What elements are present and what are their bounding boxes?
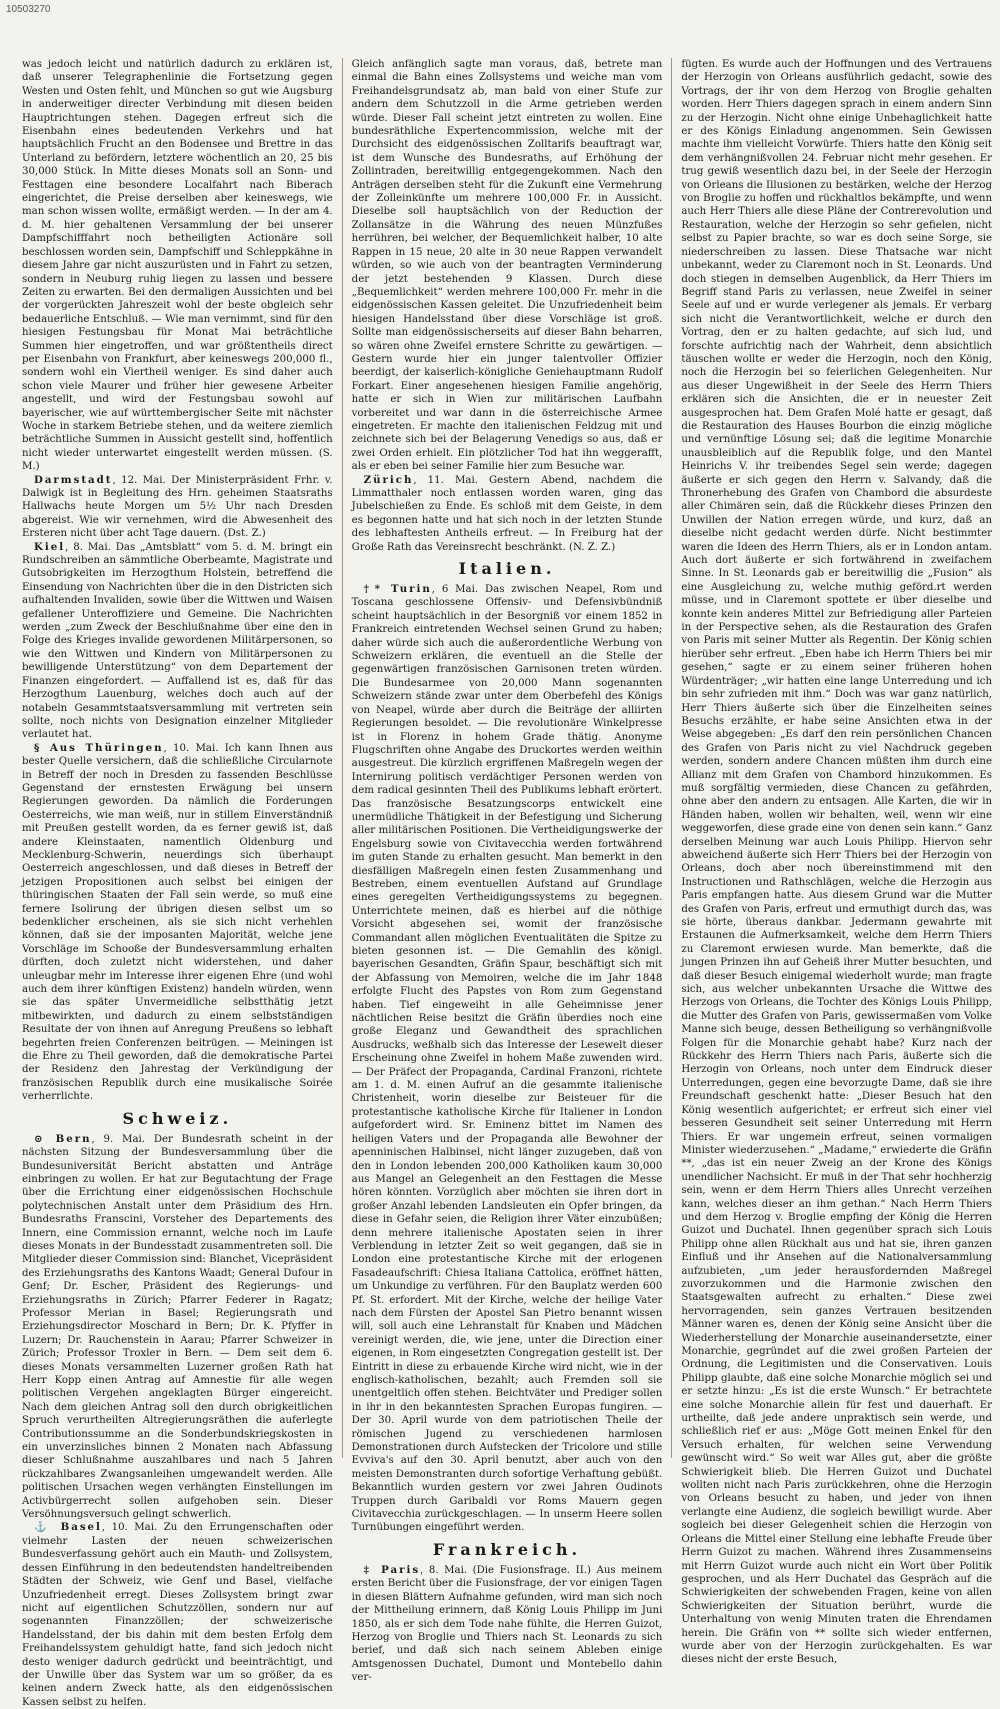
article-text: Ich kann Ihnen aus bester Quelle versichern, daß die schließliche Circularnote in Betreff der noch in Dresden zu fassenden Beschlüsse Gegenstand der ernstesten Erwägung bei unsern Regierungen geworden. Da nämlich die Forderungen Oesterreichs, wie man weiß, nur in stillem Einverständniß mit Preußen gestellt worden, da es ferner gewiß ist, daß andere Kleinstaaten, namentlich Oldenburg und Mecklenburg-Schwerin, neuerdings sich überhaupt Oesterreich angeschlossen, und daß dieses in Betreff der jetzigen Propositionen auch selbst bei einigen der thüringischen Staaten der Fall sein werde, so muß eine fernere Isolirung der übrigen diesen selbst um so bedenklicher erscheinen, als sie sich nicht verhehlen können, daß sie der imposanten Majorität, welche jene Vorschläge im Schooße der Bundesversammlung erhalten dürften, doch zuletzt nicht widerstehen, und daher unleugbar mehr im Interesse ihrer eigenen Ehre (und wohl auch dem ihrer künftigen Existenz) handeln würden, wenn sie das später Unvermeidliche selbstthätig jetzt mitbewirkten, und dadurch zu einem selbstständigen Resultate der von ihnen auf Anregung Preußens so lebhaft begehrten freien Conferenzen beitrügen. — Meiningen ist die Ehre zu Theil geworden, daß die demokratische Partei der Residenz den Jahrestag der Verkündigung der französischen Republik durch eine musikalische Soirée verherrlichte. — [22, 742, 333, 1103]
dateline-place: Darmstadt — [34, 473, 113, 486]
article-paragraph — [352, 583, 663, 1535]
section-heading: Frankreich. — [432, 1539, 582, 1559]
article-paragraph — [22, 541, 333, 742]
article-paragraph — [22, 1521, 333, 1709]
page-id: 10503270 — [6, 4, 51, 15]
article-paragraph — [22, 1133, 333, 1522]
article-text: Gestern Abend, nachdem die Limmatthaler noch entlassen worden waren, ging das Jubelschießen zu Ende. Es schloß mit dem Geiste, in dem es begonnen hatte und hat sich noch in der letzten Stunde des lebhaftesten Antheils erfreut. — In Freiburg hat der Große Rath das Vereinsrecht beschränkt. (N. Z. Z.) — [351, 474, 663, 553]
dateline-date: , 10. Mai. — [101, 1522, 158, 1534]
article-paragraph: fügten. Es wurde auch der Hoffnungen und des Vertrauens der Herzogin von Orleans ausführlich gedacht, sowie des Vortrags, der ihr von dem Herzog von Broglie gehalten worden. Herr Thiers dagegen sprach in einem andern Sinn zu der Herzogin. Nicht ohne einige Unbehaglichkeit hatte er des Königs Einladung angenommen. Sein Gewissen machte ihm vielleicht Vorwürfe. Thiers hatte den König seit dem verhängnißvollen 24. Februar nicht mehr gesehen. Er trug gewiß wesentlich dazu bei, in der Seele der Herzogin von Orleans die Illusionen zu bestärken, welche der Herzog von Broglie zu hoffen und rückhaltlos bekämpfte, und wenn auch Herr Thiers alle diese Pläne der Contrerevolution und Restauration, welche der Herzogin so sehr gefielen, nicht selbst zu Papier brachte, so war es doch seine Sorge, sie niederschreiben zu lassen. Diese Thatsache war nicht unbekannt, weder zu Claremont noch in St. Leonards. Und doch stiegen in demselben Augenblick, da Herr Thiers im Begriff stand Paris zu verlassen, neue Zweifel in seiner Seele auf und er wurde verlegener als jemals. Er verbarg sich nicht die Verantwortlichkeit, welche er durch den Vortrag, den er zu halten gedachte, auf sich lud, und forschte aufrichtig nach der Wahrheit, denn absichtlich täuschen wollte er weder die Herzogin, noch den König, noch die Herzogin bei so feierlichen Gelegenheiten. Nur aus dieser Ungewißheit in der Seele des Herrn Thiers erklären sich die Ansichten, die er in neuester Zeit ausgesprochen hat. Dem Grafen Molé hatte er gesagt, daß die Restauration des Hauses Bourbon die einzig mögliche und vernünftige Lösung sei; daß die legitime Monarchie unausbleiblich auf die Republik folge, und den Mantel Heinrichs V. ihr treibendes Segel sein werde; dagegen äußerte er sich gegen den Herrn v. Salvandy, daß die Thronerhebung des Grafen von Chambord die absurdeste aller Chimären sein, daß die Rückkehr dieses Prinzen den Unwillen der Nation erregen würde, und kurz, daß an dieselbe nicht gedacht werden dürfe. Nicht bestimmter waren die Ideen des Herrn Thiers, als er in London antam. Auch dort äußerte er sich fortwährend in zweifachem Sinne. In St. Leonards gab er bereitwillig die „Fusion“ als eine Ausgleichung zu, welche muthig geförd.rt werden müsse, und in Claremont spottete er über dieselbe und konnte kein anderes Mittel zur Befriedigung aller Parteien in der Perspective sehen, als die Restauration des Grafen von Paris mit seiner Mutter als Regentin. Der König schien hierüber sehr erfreut. „Eben habe ich Herrn Thiers bei mir gesehen,“ sagte er zu einem seiner früheren hohen Würdenträger; „wir hatten eine lange Unterredung und ich bin sehr zufrieden mit ihm.“ Doch was war ganz natürlich, Herr Thiers äußerte sich über die Einzelheiten seines Besuchs erzählte, er habe seine Ansichten etwa in der Weise abgegeben: „Es darf den rein persönlichen Chancen des Grafen von Paris nicht zu viel Nachdruck gegeben werden, sondern andere Chancen müßten ihm durch eine Allianz mit dem Grafen von Chambord hinzukommen. Es muß sorgfältig vermieden, diese Chancen zu gefährden, ohne aber den andern zu entsagen. Alle Karten, die wir in Händen haben, wollen wir behalten, weil, wenn wir eine weggeworfen, diese grade eine von denen sein kann.“ Ganz derselben Meinung war auch Louis Philipp. Hiervon sehr abweichend äußerte sich Herr Thiers bei der Herzogin von Orleans, doch aber noch übereinstimmend mit den Instructionen und Rathschlägen, welche die Herzogin aus Paris empfangen hatte. Aus diesem Grund war die Mutter des Grafen von Paris, erfreut und ermuthigt durch das, was sie hörte, überaus dankbar. Jedermann gewahrte mit Erstaunen die Aufmerksamkeit, welche dem Herrn Thiers zu Claremont erwiesen wurde. Man bemerkte, daß die jungen Prinzen ihn auf Geheiß ihrer Mutter besuchten, und daß dieser Besuch einigemal wiederholt wurde; man fragte sich, aus welcher unbekannten Ursache die Wittwe des Herzogs von Orleans, die Tochter des Königs Louis Philipp, die Mutter des Grafen von Paris, gewissermaßen vom Volke Manne sich beuge, dessen Betheiligung so verhängnißvolle Folgen für die Monarchie gehabt habe? Kurz nach der Rückkehr des Herrn Thiers nach Paris, äußerte sich die Herzogin von Orleans, noch unter dem Eindruck dieser Unterredungen, gegen eine bevorzugte Dame, daß sie ihre Freundschaft geschenkt hatte: „Dieser Besuch hat den König wesentlich aufgerichtet; er erfreut sich einer viel besseren Gesundheit seit seiner Unterredung mit Herrn Thiers. Er war ungemein erfreut, seinen vormaligen Minister wiederzusehen.“ „Madame,“ erwiederte die Gräfin **, „das ist ein neuer Zweig an der Krone des Königs unendlicher Nachsicht. Er muß in der That sehr hochherzig sein, wenn er dem Herrn Thiers alles Unrecht verzeihen kann, welches dieser an ihm gethan.“ Nach Herrn Thiers und dem Herzog v. Broglie empfing der König die Herren Guizot und Duchatel. Ihnen gegenüber sprach sich Louis Philipp ohne allen Rückhalt aus und hat sie, ihren ganzen Einfluß und ihr Ansehen auf die Nationalversammlung aufzubieten, „um jeder herausfordernden Maßregel zuvorzukommen und die Harmonie zwischen den Staatsgewalten aufrecht zu erhalten.“ Diese zwei hervorragenden, sein ganzes Vertrauen besitzenden Männer waren es, denen der König seine Ansicht über die Wiederherstellung der Monarchie auseinandersetzte, einer Monarchie, gegründet auf die zwei großen Parteien der Ordnung, die Legitimisten und die Conservativen. Louis Philipp glaubte, daß eine solche Monarchie möglich sei und er setzte hinzu: „Es ist die erste Wunsch.“ Er betrachtete eine solche Monarchie allein für fest und dauerhaft. Er urtheilte, daß jede andere unpraktisch sein werde, und schließlich rief er aus: „Möge Gott meinen Enkel für den Versuch erhalten, für welchen seine Verwendung gewünscht wird.“ So weit war Alles gut, aber die größte Schwierigkeit blieb. Die Herren Guizot und Duchatel wollten nicht nach Paris zurückkehren, ohne die Herzogin von Orleans besucht zu haben, und jeder von ihnen verlangte eine Audienz, die sogleich bewilligt wurde. Aber sogleich bei dieser Gelegenheit schien die Herzogin von Orleans die Mittel einer Stellung eine lebhafte Freude über Herrn Guizot zu machen. Während ihres Zusammenseins mit Herrn Guizot wurde auch nicht ein Wort über Politik gesprochen, und als Herr Duchatel das Gespräch auf die Schwierigkeiten der schwebenden Fragen, keine von allen Schwierigkeiten der Situation berührt, wurde die Unterhaltung von wenig Minuten traten die Ehrendamen herein. Die Gräfin von ** sollte sich wieder entfernen, wurde aber von der Herzogin zurückgehalten. Es war dieses nicht der erste Besuch, — [681, 59, 993, 1666]
article-paragraph: was jedoch leicht und natürlich dadurch zu erklären ist, daß unserer Telegraphenlinie die Fortsetzung gegen Westen und Osten fehlt, und München so gut wie Augsburg in anderweitiger directer Verbindung mit diesen beiden Hauptrichtungen stehen. Dagegen erfreut sich die Eisenbahn eines bedeutenden Verkehrs und hat hauptsächlich Frucht an den Bodensee und Brettre in das Unterland zu befördern, letztere wöchentlich an 20, 25 bis 30,000 Stück. In Mitte dieses Monats soll an Sonn- und Festtagen eine besondere Localfahrt nach Biberach eingerichtet, die Preise derselben aber keineswegs, wie man schon wissen wollte, ermäßigt werden. — In der am 4. d. M. hier gehaltenen Versammlung der bei unserer Dampfschifffahrt noch betheiligten Actionäre soll beschlossen worden sein, Dampfschiff und Schleppkähne in diesem Jahre gar nicht auszurüsten und in Fahrt zu setzen, sondern in Neuburg ruhig liegen zu lassen und bessere Zeiten zu erwarten. Bei den dermaligen Aussichten und bei der vorgerückten Jahreszeit wohl der beste obgleich sehr bedauerliche Entschluß. — Wie man vernimmt, sind für den hiesigen Festungsbau für Monat Mai beträchtliche Summen hier eingetroffen, und war größtentheils direct per Eisenbahn von Frankfurt, aber keineswegs 200,000 fl., sondern wohl ein Viertheil weniger. Es sind daher auch schon viele Maurer und früher hier gewesene Arbeiter angestellt, und wird der Festungsbau sowohl auf bayerischer, wie auf württembergischer Seite mit nächster Woche in starkem Betriebe stehen, und da weitere ziemlich beträchtliche Summen in Aussicht gestellt sind, hoffentlich nicht wieder unterwartet eingestellt werden müssen. (S. M.) — [22, 59, 333, 473]
article-paragraph — [352, 474, 663, 554]
section-heading: Schweiz. — [122, 1108, 233, 1128]
dateline-place: Zürich — [363, 473, 414, 486]
dateline-place: †* Turin — [363, 583, 432, 596]
section-heading: Italien. — [458, 559, 556, 579]
dateline-place: ‡ Paris — [363, 1563, 421, 1576]
article-paragraph: Gleich anfänglich sagte man voraus, daß, betrete man einmal die Bahn eines Zollsystems und weiche man vom Freihandelsgrundsatz ab, man bald von einer Stufe zur andern dem Schutzzoll in die Arme getrieben werden würde. Dieser Fall scheint jetzt eintreten zu wollen. Eine bundesräthliche Expertencommission, welche mit der Durchsicht des eidgenössischen Zolltarifs beauftragt war, ist dem Wunsche des Bundesraths, auf Erhöhung der Zollintraden, bereitwillig entgegengekommen. Nach den Anträgen derselben steht für die Zukunft eine Vermehrung der Zolleinkünfte um mehrere 100,000 Fr. in Aussicht. Dieselbe soll hauptsächlich von der Reduction der Zollansätze in die Währung des neuen Münzfußes herrühren, bei welcher, der Bequemlichkeit halber, 10 alte Rappen in 15 neue, 20 alte in 30 neue Rappen verwandelt würden, so wie auch von der beantragten Verminderung der jetzt bestehenden 9 Klassen. Durch diese „Bequemlichkeit“ werden mehrere 100,000 Fr. mehr in die eidgenössischen Kassen geleitet. Die Unzufriedenheit beim hiesigen Handelsstand über diese Vorschläge ist groß. Sollte man eidgenössischerseits auf dieser Bahn beharren, so wären ohne Zweifel ernstere Schritte zu gewärtigen. — Gestern wurde hier ein junger talentvoller Offizier beerdigt, der kaiserlich-königliche Geniehauptmann Rudolf Forkart. Einer angesehenen hiesigen Familie angehörig, hatte er sich in Wien zur militärischen Laufbahn vorbereitet und war dann in die österreichische Armee eingetreten. Er machte den italienischen Feldzug mit und zeichnete sich bei der Belagerung Venedigs so aus, daß er zwei Orden erhielt. Ein plötzlicher Tod hat ihn weggerafft, als er eben bei seiner Familie hier zum Besuche war. — [351, 59, 663, 473]
article-text: Der Bundesrath scheint in der nächsten Sitzung der Bundesversammlung über die Bundesuniversität Bericht abstatten und Anträge einbringen zu wollen. Er hat zur Begutachtung der Frage über die Errichtung einer eidgenössischen Hochschule polytechnischen Anstalt unter dem Präsidium des Hrn. Bundesraths Franscini, Vorsteher des Departements des Innern, eine Commission ernannt, welche noch im Laufe dieses Monats in der Bundesstadt zusammentreten soll. Die Mitglieder dieser Commission sind: Blanchet, Vicepräsident des Erziehungsraths des Kantons Waadt; General Dufour in Genf; Dr. Escher, Präsident des Regierungs- und Erziehungsraths in Zürich; Pfarrer Federer in Ragatz; Professor Merian in Basel; Regierungsrath und Erziehungsdirector Moschard in Bern; Dr. K. Pfyffer in Luzern; Dr. Rauchenstein in Aarau; Pfarrer Schweizer in Zürich; Professor Troxler in Bern. — Dem seit dem 6. dieses Monats versammelten Luzerner großen Rath hat Herr Kopp einen Antrag auf Amnestie für alle wegen politischen Vergehen angeklagten Bürger eingereicht. Nach dem gleichen Antrag soll den durch obrigkeitlichen Spruch verurtheilten Altregierungsräthen die auferlegte Contributionssumme an die Sonderbundskriegskosten in ein unverzinsliches binnen 2 Monaten nach Abfassung dieser Schlußnahme auszahlbares und nach 5 Jahren rückzahlbares Zwangsanleihen umgewandelt werden. Alle politischen Ursachen wegen verhängten Einstellungen im Activbürgerrecht sollen aufgehoben sein. Dieser Versöhnungsversuch gelingt schwerlich. — [22, 1133, 333, 1521]
article-text: Das zwischen Neapel, Rom und Toscana geschlossene Offensiv- und Defensivbündniß scheint hauptsächlich in der Besorgniß vor einem 1852 in Frankreich eintretenden Wechsel seinen Grund zu haben; daher würde sich auch die außerordentliche Werbung von Schweizern erklären, die eventuell an die Stelle der gegenwärtigen französischen Garnisonen treten würden. Die Bundesarmee von 20,000 Mann sogenannten Schweizern stände zwar unter dem Oberbefehl des Königs von Neapel, würde aber durch die Beiträge der alliirten Regierungen besoldet. — Die revolutionäre Winkelpresse ist in Florenz in hohem Grade thätig. Anonyme Flugschriften ohne Angabe des Druckortes werden weithin ausgestreut. Die kürzlich ergriffenen Maßregeln wegen der Internirung politisch verdächtiger Personen werden von dem radical gesinnten Theil des Publikums lebhaft erörtert. Das französische Besatzungscorps entwickelt eine unermüdliche Thätigkeit in der Befestigung und Sicherung aller militärischen Positionen. Die Vertheidigungswerke der Engelsburg sowie von Civitavecchia werden fortwährend im guten Stande zu erhalten gesucht. Man bemerkt in den diesfälligen Maßregeln einen festen Zusammenhang und Bestreben, einem eventuellen Aufstand auf Grundlage eines geregelten Vertheidigungssystems zu begegnen. Unterrichtete meinen, daß es hierbei auf die nöthige Vorsicht abgesehen sei, womit der französische Commandant allen möglichen Eventualitäten die Spitze zu bieten gesonnen ist. — Die Gemahlin des königl. bayerischen Gesandten, Gräfin Spaur, beschäftigt sich mit der Abfassung von Memoiren, welche die im Jahr 1848 erfolgte Flucht des Papstes von Rom zum Gegenstand haben. Tief eingeweiht in alle Geheimnisse jener nächtlichen Reise besitzt die Gräfin überdies noch eine große Eleganz und Gewandtheit des sprachlichen Ausdrucks, weßhalb sich das Interesse der Lesewelt dieser Erscheinung ohne Zweifel in hohem Maße zuwenden wird. — Der Präfect der Propaganda, Cardinal Franzoni, richtete am 1. d. M. einen Aufruf an die gesammte italienische Christenheit, worin dieselbe zur Beisteuer für die protestantische katholische Kirche für Italiener in London aufgefordert wird. Sr. Eminenz bittet im Namen des heiligen Vaters und der Propaganda alle Bewohner der apenninischen Halbinsel, nicht länger zuzugeben, daß von den in London lebenden 200,000 Katholiken kaum 30,000 aus Mangel an Gelegenheit an den Festtagen die Messe hören könnten. Vorzüglich aber möchten sie ihren dort in großer Anzahl lebenden Landsleuten ein Opfer bringen, da diese in Gefahr seien, die Religion ihrer Väter einzubüßen; denn mehrere italienische Apostaten seien in ihrer Verblendung in letzter Zeit so weit gegangen, daß sie in London eine protestantische Kirche mit der erlogenen Fasadeaufschrift: Chiesa Italiana Cattolica, eröffnet hätten, um Unkundige zu verführen. Für den Bauplatz werden 600 Pf. St. erfordert. Mit der Kirche, welche der heilige Vater nach dem Fürsten der Apostel San Pietro benannt wissen will, soll auch eine Lehranstalt für Knaben und Mädchen vereinigt werden, die, wie jene, unter die Direction einer eigenen, in Rom eingesetzten Congregation gestellt ist. Der Eintritt in diese zu erbauende Kirche wird nicht, wie in der englisch-katholischen, bezahlt; auch Fremden soll sie unentgeltlich offen stehen. Beichtväter und Prediger sollen in ihr in den bekanntesten Sprachen Europas fungiren. — Der 30. April wurde von dem patriotischen Theile der römischen Jugend zu verschiedenen harmlosen Demonstrationen durch Aufstecken der Tricolore und stille Evviva's auf den 30. April benutzt, aber auch von den meisten Demonstranten durch sofortige Verhaftung gebüßt. Bekanntlich wurden gestern vor zwei Jahren Oudinots Truppen durch Garibaldi vor Roms Mauern gegen Civitavecchia zurückgeschlagen. — In unserm Heere sollen Turnübungen eingeführt werden. — [351, 584, 663, 1534]
dateline-date: , 9. Mai. — [91, 1133, 146, 1145]
column-2 — [342, 58, 672, 1684]
dateline-date: , 11. Mai. — [413, 474, 478, 486]
article-paragraph — [352, 1564, 663, 1685]
dateline-date: , 8. Mai. — [65, 541, 111, 553]
dateline-place: ⚓ Basel — [34, 1521, 102, 1534]
dateline-place: ⊙ Bern — [34, 1132, 92, 1145]
article-paragraph — [22, 474, 333, 541]
dateline-date: , 8. Mai. — [420, 1564, 468, 1576]
column-3 — [671, 58, 993, 1666]
column-1 — [22, 58, 342, 1708]
article-text: Das „Amtsblatt“ vom 5. d. M. bringt ein Rundschreiben an sämmtliche Oberbeamte, Magistrate und Gutsobrigkeiten im Herzogthum Holstein, betreffend die Einsendung von Nachrichten über die in den Districten sich aufhaltenden Invaliden, sowie über die Wittwen und Waisen gefallener Unteroffiziere und Gemeine. Die Nachrichten werden „zum Zweck der Beschlußnahme über eine den in Folge des Krieges invalide gewordenen Militärpersonen, so wie den Wittwen und Kindern von Militärpersonen zu bewilligende Unterstützung“ von dem Departement der Finanzen eingefordert. — Auffallend ist es, daß für das Herzogthum Lauenburg, welches doch auch auf der notabeln Gesammtstaatsversammlung mit vertreten sein sollte, noch nichts von Designation einzelner Mitglieder verlautet hat. — [22, 541, 333, 741]
newspaper-page — [22, 58, 993, 1708]
article-text: Zu den Errungenschaften oder vielmehr Lasten der neuen schweizerischen Bundesverfassung gehört auch ein Mauth- und Zollsystem, dessen Einführung in den bedeutendsten handeltreibenden Städten der Schweiz, wie Genf und Basel, vielfache Unzufriedenheit erregt. Dieses Zollsystem bringt zwar nicht auf eigentlichen Schutzzöllen, sondern nur auf sogenannten Finanzzöllen; der schweizerische Handelsstand, der bis dahin mit dem besten Erfolg dem Freihandelssystem gehuldigt hatte, fand sich jedoch nicht desto weniger dadurch gedrückt und beeinträchtigt, und der Unwille über das System war um so größer, da es keinen andern Zweck hatte, als den eidgenössischen Kassen selbst zu helfen. — [22, 1522, 333, 1708]
article-paragraph — [22, 742, 333, 1104]
dateline-place: § Aus Thüringen — [34, 741, 164, 754]
dateline-date: , 10. Mai. — [163, 742, 219, 754]
article-text: Der Ministerpräsident Frhr. v. Dalwigk ist in Begleitung des Hrn. geheimen Staatsraths Hallwachs heute Morgen um 5½ Uhr nach Dresden abgereist. Wie wir vernehmen, wird die Abwesenheit des Ersteren nicht über acht Tage dauern. (Dst. Z.) — [22, 474, 333, 540]
dateline-date: , 6 Mai. — [431, 584, 479, 596]
dateline-place: Kiel — [34, 540, 66, 553]
article-text: (Die Fusionsfrage. II.) Aus meinem ersten Bericht über die Fusionsfrage, der vor einigen Tagen in diesen Blättern Aufnahme gefunden, wird man sich noch der Mittheilung erinnern, daß König Louis Philipp im Juni 1850, als er sich dem Tode nahe fühlte, die Herren Guizot, Herzog von Broglie und Thiers nach St. Leonards zu sich berief, und daß sich nach seinem Ableben einige Amtsgenossen Duchatel, Dumont und Montebello dahin ver- — [351, 1564, 663, 1684]
dateline-date: , 12. Mai. — [112, 474, 166, 486]
